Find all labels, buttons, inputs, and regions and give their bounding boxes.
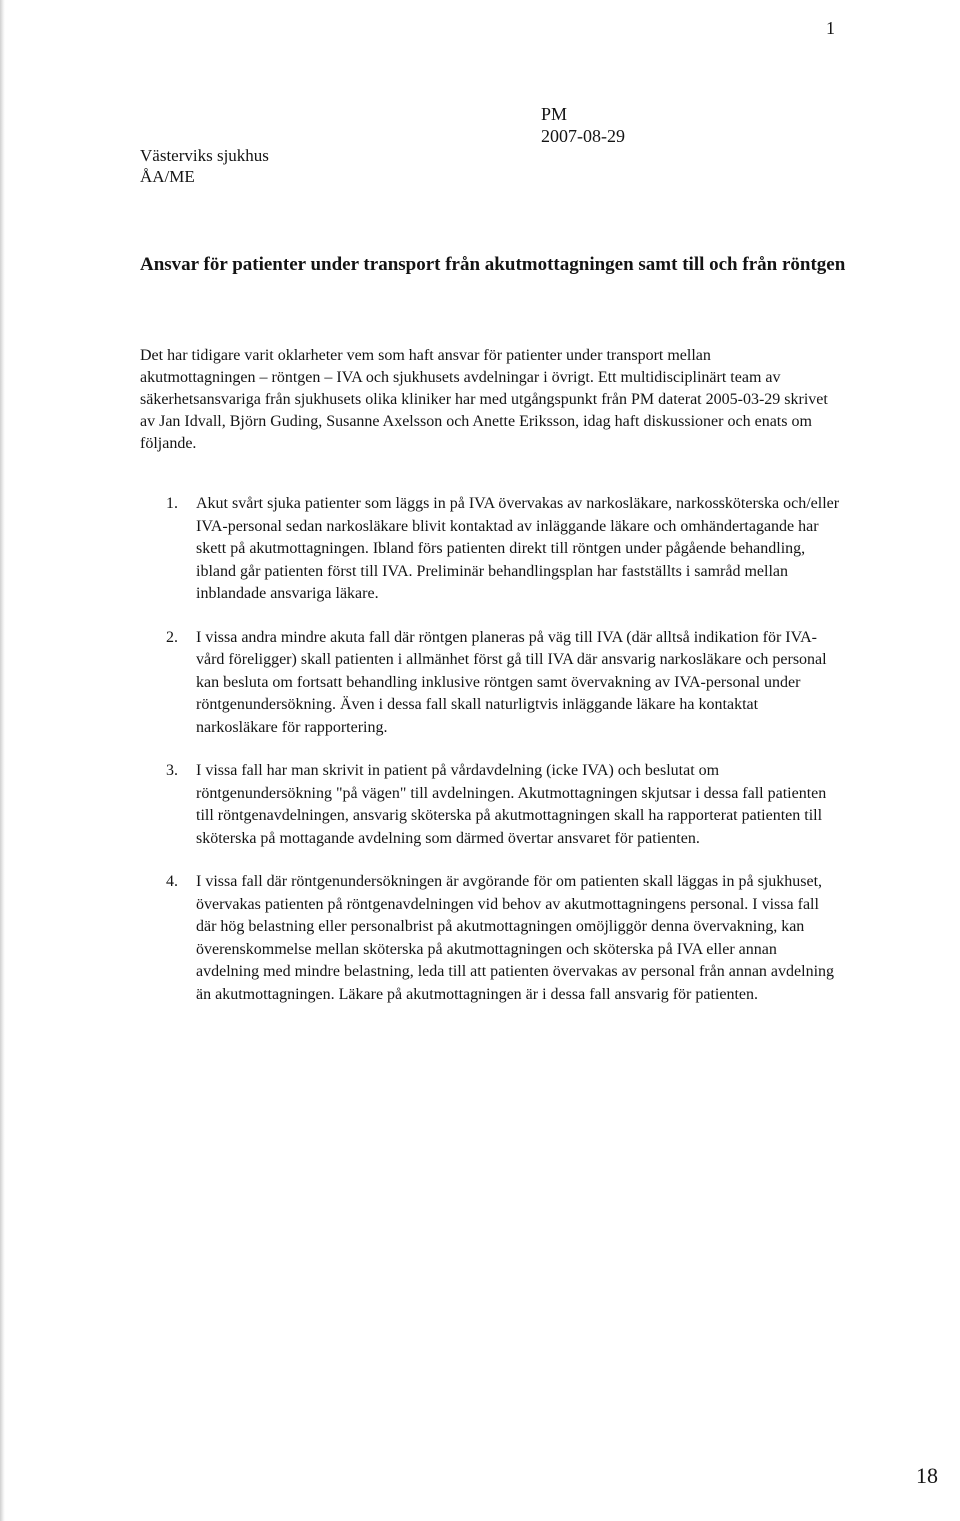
numbered-list	[140, 493, 840, 1027]
document-title: Ansvar för patienter under transport från akutmottagningen samt till och från röntgen	[140, 254, 846, 275]
page-number: 1	[826, 18, 835, 38]
list-item	[140, 871, 840, 1006]
sender-block	[140, 145, 269, 187]
document-date: 2007-08-29	[541, 126, 625, 146]
document-type: PM	[541, 104, 568, 124]
footer-page-number: 18	[916, 1463, 938, 1488]
list-item	[140, 627, 840, 740]
list-item	[140, 493, 840, 606]
intro-paragraph: Det har tidigare varit oklarheter vem som haft ansvar för patienter under transport mellan akutmottagningen – röntgen – IVA och sjukhusets avdelningar i övrigt. Ett multidisciplinärt team av säkerhetsansvariga från sjukhusets olika kliniker har med utgångspunkt från PM daterat 2005-03-29 skrivet av Jan Idvall, Björn Guding, Susanne Axelsson och Anette Eriksson, idag haft diskussioner och enats om följande.	[140, 347, 828, 452]
sender-reference: ÅA/ME	[140, 167, 195, 186]
list-item-text: I vissa fall där röntgenundersökningen är avgörande för om patienten skall läggas in på sjukhuset, övervakas patienten på röntgenavdelningen vid behov av akutmottagningens personal. I vissa fall där hög belastning eller personalbrist på akutmottagningen omöjliggör denna övervakning, kan överenskommelse mellan sköterska på akutmottagningen och sköterska på IVA eller annan avdelning med mindre belastning, leda till att patienten övervakas av personal från annan avdelning än akutmottagningen. Läkare på akutmottagningen är i dessa fall ansvarig för patienten.	[196, 873, 835, 1003]
list-item-text: I vissa fall har man skrivit in patient på vårdavdelning (icke IVA) och beslutat om röntgenundersökning "på vägen" till avdelningen. Akutmottagningen skjutsar i dessa fall patienten till röntgenavdelningen, ansvarig sköterska på akutmottagningen skall ha rapporterat patienten till sköterska på mottagande avdelning som därmed övertar ansvaret för patienten.	[196, 762, 827, 847]
list-item-number: 3.	[166, 762, 178, 779]
list-item-number: 2.	[166, 628, 178, 646]
list-item-text: I vissa andra mindre akuta fall där röntgen planeras på väg till IVA (där alltså indikation för IVA-vård föreligger) skall patienten i allmänhet först gå till IVA där ansvarig narkosläkare och personal kan besluta om fortsatt behandling inklusive röntgen samt övervakning av IVA-personal under röntgenundersökning. Även i dessa fall skall naturligtvis inläggande läkare ha kontaktat narkosläkare för rapportering.	[196, 628, 827, 736]
list-item-number: 1.	[166, 495, 178, 512]
sender-organization: Västerviks sjukhus	[140, 146, 269, 165]
list-item-number: 4.	[166, 873, 178, 890]
list-item	[140, 760, 840, 850]
list-item-text: Akut svårt sjuka patienter som läggs in på IVA övervakas av narkosläkare, narkossköterska och/eller IVA-personal sedan narkosläkare blivit kontaktad av inläggande läkare och omhändertagande har skett på akutmottagningen. Ibland förs patienten direkt till röntgen under pågående behandling, ibland går patienten först till IVA. Preliminär behandlingsplan har fastställts i samråd mellan inblandade ansvariga läkare.	[196, 495, 840, 602]
scan-edge-shadow	[0, 0, 5, 1521]
